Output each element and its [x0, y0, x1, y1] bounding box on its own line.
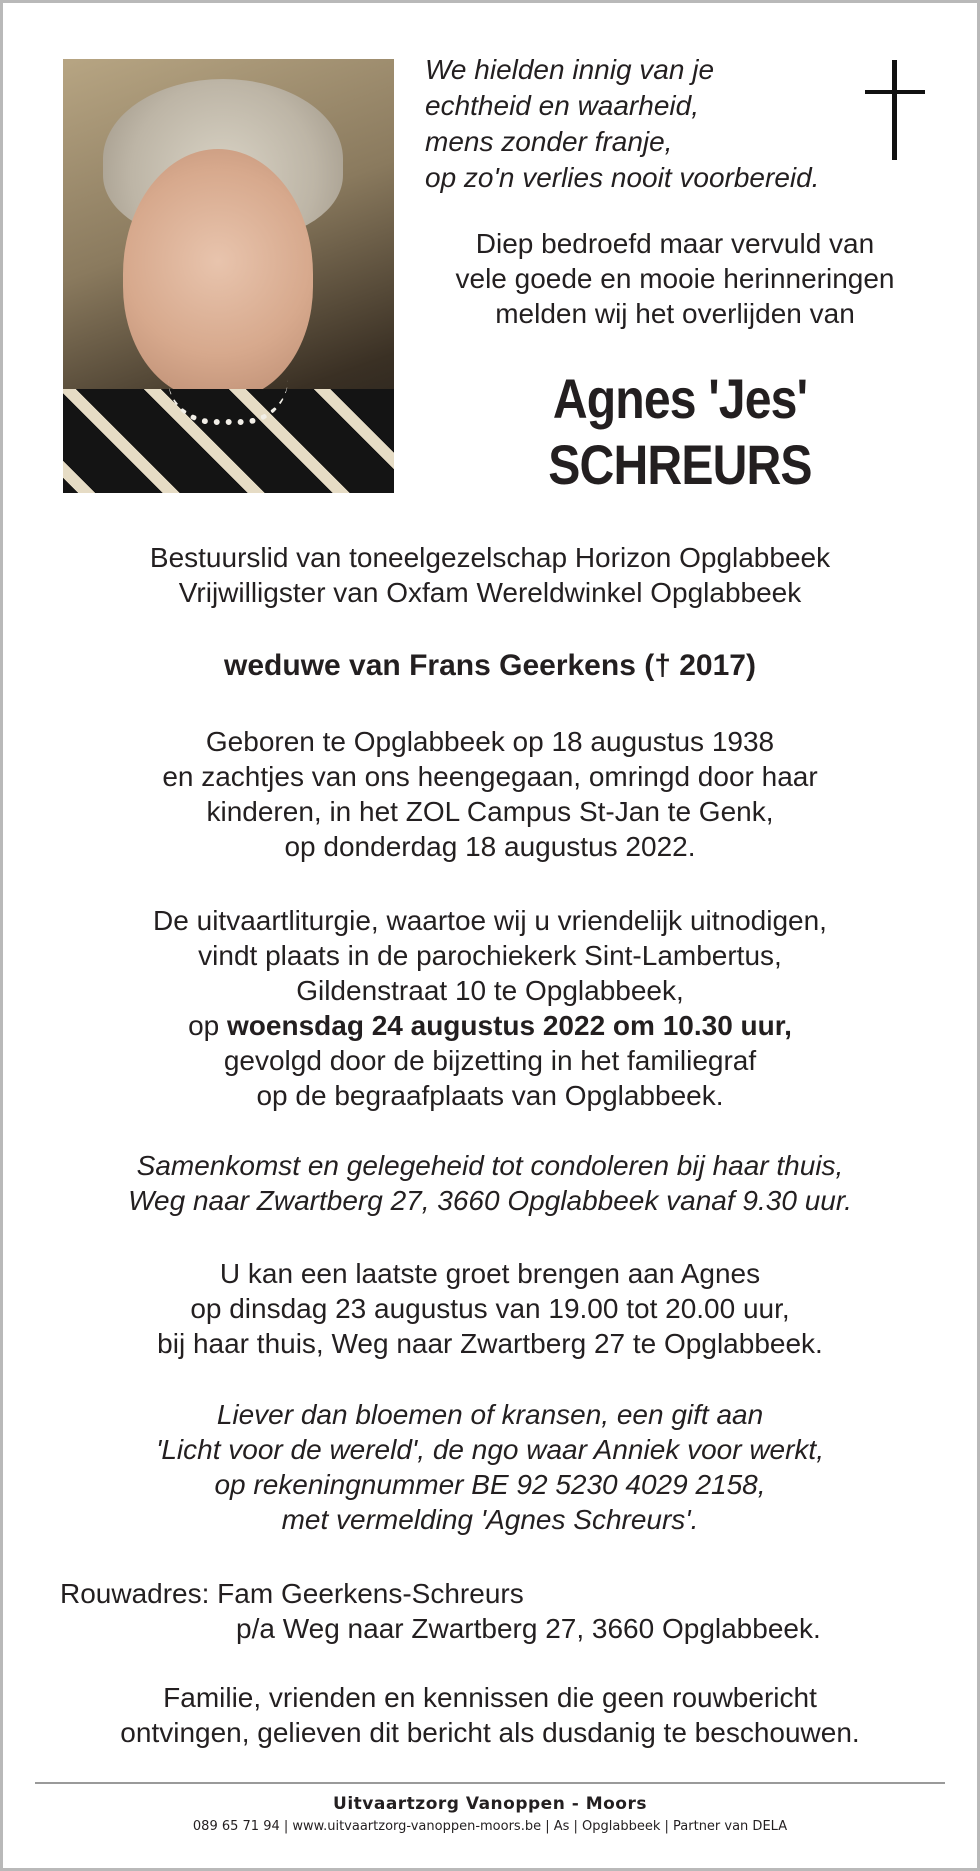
- funeral-line: gevolgd door de bijzetting in het familiegraf: [223, 1045, 757, 1076]
- birth-line: op donderdag 18 augustus 2022.: [284, 831, 696, 862]
- birth-line: kinderen, in het ZOL Campus St-Jan te Genk,: [206, 796, 774, 827]
- deceased-first-name: Agnes 'Jes': [552, 367, 808, 430]
- birth-line: Geboren te Opglabbeek op 18 augustus 1938: [205, 726, 775, 757]
- funeral-date-line: [30, 1008, 950, 1043]
- poem-line: echtheid en waarheid,: [425, 90, 699, 121]
- funeral-date: woensdag 24 augustus 2022 om 10.30 uur,: [227, 1010, 792, 1041]
- funeral-line: Gildenstraat 10 te Opglabbeek,: [296, 975, 684, 1006]
- rouwadres-address: p/a Weg naar Zwartberg 27, 3660 Opglabbeek.: [236, 1613, 821, 1644]
- poem-line: op zo'n verlies nooit voorbereid.: [425, 162, 820, 193]
- greeting-line: bij haar thuis, Weg naar Zwartberg 27 te Opglabbeek.: [157, 1328, 823, 1359]
- condolence-paragraph: [30, 1148, 950, 1218]
- deceased-name: [474, 366, 887, 498]
- poem-line: We hielden innig van je: [425, 54, 715, 85]
- funeral-home-info: 089 65 71 94 | www.uitvaartzorg-vanoppen-moors.be | As | Opglabbeek | Partner van DELA: [192, 1819, 788, 1834]
- gift-paragraph: [30, 1397, 950, 1537]
- funeral-date-prefix: op: [188, 1010, 228, 1041]
- poem: [425, 52, 845, 196]
- gift-line: op rekeningnummer BE 92 5230 4029 2158,: [214, 1469, 766, 1500]
- funeral-line: op de begraafplaats van Opglabbeek.: [256, 1080, 724, 1111]
- funeral-line: De uitvaartliturgie, waartoe wij u vriendelijk uitnodigen,: [153, 905, 827, 936]
- intro-line: vele goede en mooie herinneringen: [455, 263, 895, 294]
- gift-line: Liever dan bloemen of kransen, een gift aan: [216, 1399, 764, 1430]
- role-line: Bestuurslid van toneelgezelschap Horizon Opglabbeek: [149, 542, 831, 573]
- cross-icon: [865, 60, 925, 160]
- portrait-photo: [63, 59, 394, 493]
- roles: [30, 540, 950, 610]
- condolence-line: Weg naar Zwartberg 27, 3660 Opglabbeek vanaf 9.30 uur.: [128, 1185, 852, 1216]
- condolence-line: Samenkomst en gelegeheid tot condoleren bij haar thuis,: [136, 1150, 844, 1181]
- intro: [415, 226, 935, 331]
- funeral-home-name: Uitvaartzorg Vanoppen - Moors: [333, 1794, 647, 1814]
- greeting-line: U kan een laatste groet brengen aan Agnes: [219, 1258, 761, 1289]
- closing-line: ontvingen, gelieven dit bericht als dusdanig te beschouwen.: [120, 1717, 860, 1748]
- birth-paragraph: [30, 724, 950, 864]
- photo-face: [123, 149, 313, 399]
- greeting-paragraph: [30, 1256, 950, 1361]
- funeral-paragraph: [30, 903, 950, 1113]
- greeting-line: op dinsdag 23 augustus van 19.00 tot 20.00 uur,: [190, 1293, 790, 1324]
- rouwadres: [60, 1576, 940, 1646]
- intro-line: melden wij het overlijden van: [495, 298, 855, 329]
- poem-line: mens zonder franje,: [425, 126, 673, 157]
- gift-line: met vermelding 'Agnes Schreurs'.: [281, 1504, 699, 1535]
- closing-line: Familie, vrienden en kennissen die geen rouwbericht: [163, 1682, 817, 1713]
- funeral-line: vindt plaats in de parochiekerk Sint-Lambertus,: [198, 940, 782, 971]
- role-line: Vrijwilligster van Oxfam Wereldwinkel Opglabbeek: [178, 577, 802, 608]
- footer-divider: [35, 1782, 945, 1784]
- intro-line: Diep bedroefd maar vervuld van: [475, 228, 875, 259]
- deceased-last-name: SCHREURS: [548, 433, 812, 496]
- widow-line: weduwe van Frans Geerkens († 2017): [224, 649, 756, 682]
- birth-line: en zachtjes van ons heengegaan, omringd door haar: [162, 761, 818, 792]
- closing-paragraph: [30, 1680, 950, 1750]
- rouwadres-line: Rouwadres: Fam Geerkens-Schreurs: [60, 1578, 524, 1609]
- gift-line: 'Licht voor de wereld', de ngo waar Anniek voor werkt,: [156, 1434, 824, 1465]
